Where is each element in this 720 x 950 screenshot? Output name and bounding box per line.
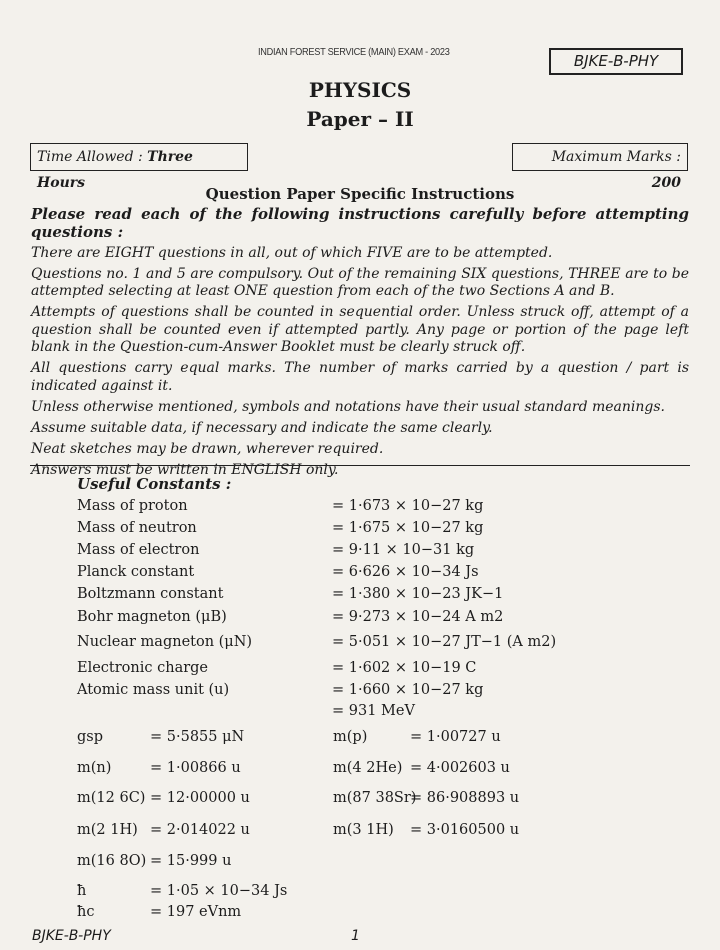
constant-value: = 1·380 × 10−23 JK−1 <box>332 586 504 602</box>
constants-title: Useful Constants : <box>77 475 232 493</box>
constant-name: Bohr magneton (μB) <box>77 609 227 625</box>
pair-left-value: = 12·00000 u <box>150 790 250 806</box>
pair-right-symbol: m(4 2He) <box>333 760 403 776</box>
paper-code-box: BJKE-B-PHY <box>549 48 683 75</box>
constant-value: = 6·626 × 10−34 Js <box>332 564 479 580</box>
constant-value: = 1·660 × 10−27 kg <box>332 682 484 698</box>
time-allowed-label: Time Allowed : <box>37 149 148 165</box>
instruction-item: There are EIGHT questions in all, out of which FIVE are to be attempted. <box>31 244 553 261</box>
max-marks-box <box>512 143 688 191</box>
pair-right-symbol: m(87 38Sr) <box>333 790 417 806</box>
constant-value: = 1·673 × 10−27 kg <box>332 498 484 514</box>
max-marks-value: 200 <box>651 175 681 191</box>
pair-left-symbol: m(n) <box>77 760 112 776</box>
pair-left-symbol: m(16 8O) <box>77 853 147 869</box>
instruction-item: Questions no. 1 and 5 are compulsory. Out of the remaining SIX questions, THREE are to be attempted selecting at least ONE question from each of the two Sections A and B. <box>31 265 689 299</box>
constant-name: Atomic mass unit (u) <box>77 682 230 698</box>
instruction-item: All questions carry equal marks. The number of marks carried by a question / part is indicated against it. <box>31 360 689 394</box>
instruction-item: Attempts of questions shall be counted in sequential order. Unless struck off, attempt of a question shall be counted even if attempted partly. Any page or portion of the page left blank in the Question-cum-Answer Booklet must be clearly struck off. <box>31 304 689 355</box>
time-allowed-box <box>30 143 248 191</box>
time-allowed-value: Three Hours <box>37 149 193 191</box>
pair-left-symbol: gsp <box>77 729 104 745</box>
constant-value: = 5·051 × 10−27 JT−1 (A m2) <box>332 634 557 650</box>
constant-name: Mass of electron <box>77 542 200 558</box>
pair-left-symbol: ħ <box>77 883 87 899</box>
subject-title: PHYSICS <box>308 78 412 102</box>
pair-left-value: = 197 eVnm <box>150 904 242 920</box>
pair-left-symbol: m(12 6C) <box>77 790 146 806</box>
constant-name: Planck constant <box>77 564 195 580</box>
pair-left-value: = 1·00866 u <box>150 760 241 776</box>
instructions-title: Question Paper Specific Instructions <box>205 185 515 203</box>
exam-header: INDIAN FOREST SERVICE (MAIN) EXAM - 2023 <box>258 47 450 58</box>
pair-left-symbol: ħc <box>77 904 95 920</box>
max-marks-label: Maximum Marks : <box>551 149 681 165</box>
pair-left-value: = 15·999 u <box>150 853 232 869</box>
pair-left-value: = 1·05 × 10−34 Js <box>150 883 288 899</box>
instruction-item: Answers must be written in ENGLISH only. <box>31 461 339 478</box>
pair-right-value: = 3·0160500 u <box>410 822 520 838</box>
constant-value: = 1·602 × 10−19 C <box>332 660 477 676</box>
constant-value: = 9·273 × 10−24 A m2 <box>332 609 504 625</box>
paper-title: Paper – II <box>306 107 414 131</box>
pair-right-value: = 1·00727 u <box>410 729 501 745</box>
instruction-item: Neat sketches may be drawn, wherever required. <box>31 440 384 457</box>
pair-right-value: = 4·002603 u <box>410 760 510 776</box>
constant-value: = 1·675 × 10−27 kg <box>332 520 484 536</box>
instructions-lead: Please read each of the following instructions carefully before attempting questions : <box>31 205 689 241</box>
constant-name: Nuclear magneton (μN) <box>77 634 253 650</box>
pair-right-symbol: m(p) <box>333 729 368 745</box>
footer-paper-code: BJKE-B-PHY <box>32 928 111 944</box>
constant-name: Mass of neutron <box>77 520 197 536</box>
pair-left-value: = 2·014022 u <box>150 822 250 838</box>
pair-right-symbol: m(3 1H) <box>333 822 394 838</box>
constant-value: = 9·11 × 10−31 kg <box>332 542 475 558</box>
constant-name: Mass of proton <box>77 498 188 514</box>
constant-name: Electronic charge <box>77 660 209 676</box>
pair-left-symbol: m(2 1H) <box>77 822 138 838</box>
instruction-item: Unless otherwise mentioned, symbols and notations have their usual standard meanings. <box>31 398 665 415</box>
constant-value: = 931 MeV <box>332 703 415 719</box>
instructions-block <box>31 205 689 483</box>
section-divider <box>30 465 690 466</box>
pair-left-value: = 5·5855 μN <box>150 729 245 745</box>
instruction-item: Assume suitable data, if necessary and indicate the same clearly. <box>31 419 493 436</box>
page-number: 1 <box>351 928 360 944</box>
pair-right-value: = 86·908893 u <box>410 790 520 806</box>
constant-name: Boltzmann constant <box>77 586 224 602</box>
